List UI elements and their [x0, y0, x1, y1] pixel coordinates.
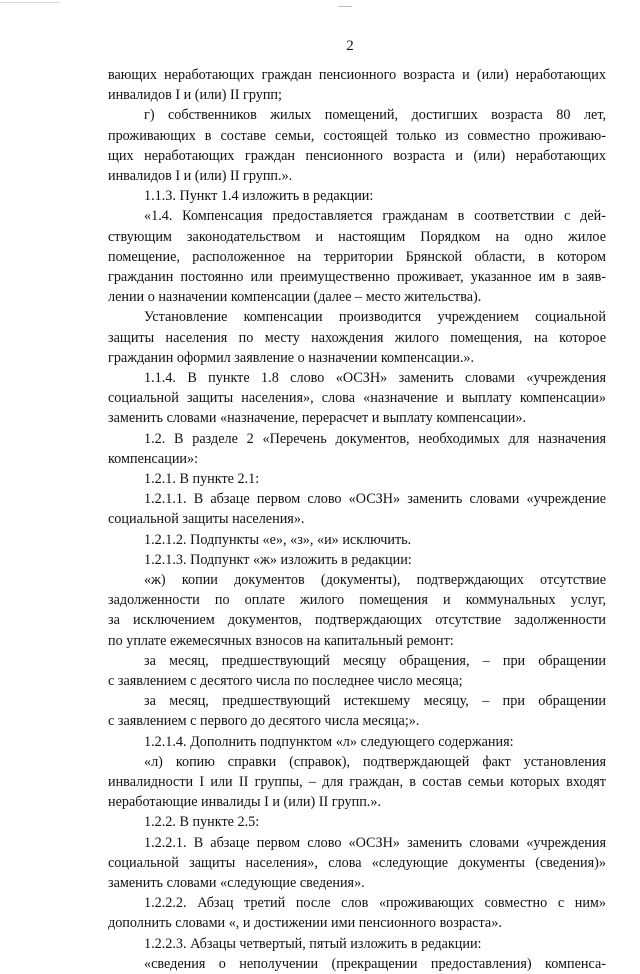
text-line: заменить словами «назначение, перерасчет и выплату компенсации». [108, 410, 527, 427]
text-line: с заявлением с десятого числа по последнее число месяца; [108, 673, 463, 689]
text-line: 1.2.2.2. Абзац третий после слов «проживающих совместно с ним» [144, 895, 606, 912]
text-line: заменить словами «следующие сведения». [108, 875, 365, 891]
scan-mark [338, 6, 352, 7]
text-line: помещение, расположенное на территории Брянской области, в котором [108, 248, 606, 265]
text-line: 1.2.1.4. Дополнить подпунктом «л» следующего содержания: [144, 733, 514, 750]
text-line: г) собственников жилых помещений, достигших возраста 80 лет, [144, 107, 606, 124]
text-line: вающих неработающих граждан пенсионного возраста и (или) неработающих [108, 67, 606, 83]
scan-edge-line [0, 2, 60, 3]
text-line: «л) копию справки (справок), подтверждающей факт установления [144, 753, 606, 770]
text-line: за месяц, предшествующий истекшему месяцу, – при обращении [144, 693, 606, 710]
text-line: социальной защиты населения», слова «назначение и выплату компенсации» [108, 390, 606, 407]
text-line: задолженности по оплате жилого помещения и коммунальных услуг, [108, 592, 606, 609]
text-line: 1.2.1.2. Подпункты «е», «з», «и» исключить. [144, 531, 412, 548]
text-line: за исключением документов, подтверждающих отсутствие задолженности [108, 612, 606, 629]
text-line: гражданин постоянно или преимущественно проживает, указанное им в заяв- [108, 269, 606, 285]
text-line: Установление компенсации производится учреждением социальной [144, 309, 606, 326]
text-line: с заявлением с первого до десятого числа месяца;». [108, 713, 420, 730]
text-line: 1.1.4. В пункте 1.8 слово «ОСЗН» заменить словами «учреждения [144, 370, 606, 386]
text-line: 1.2. В разделе 2 «Перечень документов, необходимых для назначения [144, 430, 606, 447]
text-line: инвалидов I и (или) II групп.». [108, 168, 293, 184]
text-line: инвалидности I или II группы, – для граждан, в состав семьи которых входят [108, 774, 606, 790]
text-line: социальной защиты населения», слова «следующие документы (сведения)» [108, 854, 606, 871]
text-line: гражданин оформил заявление о назначении компенсации.». [108, 349, 475, 366]
text-line: социальной защиты населения». [108, 511, 305, 528]
text-line: ствующим законодательством и настоящим Порядком на одно жилое [108, 228, 606, 245]
text-line: 1.2.1.3. Подпункт «ж» изложить в редакции: [144, 551, 412, 568]
text-line: 1.2.2. В пункте 2.5: [144, 814, 260, 831]
text-line: компенсации»: [108, 450, 199, 467]
text-line: 1.2.2.1. В абзаце первом слово «ОСЗН» заменить словами «учреждения [144, 834, 606, 851]
text-line: проживающих в составе семьи, состоящей только из совместно проживаю- [108, 127, 606, 144]
text-line: инвалидов I и (или) II групп; [108, 87, 282, 104]
text-line: «1.4. Компенсация предоставляется гражданам в соответствии с дей- [144, 208, 606, 225]
text-line: щих неработающих граждан пенсионного возраста и (или) неработающих [108, 147, 606, 164]
text-line: по уплате ежемесячных взносов на капитальный ремонт: [108, 632, 454, 649]
text-line: 1.1.3. Пункт 1.4 изложить в редакции: [144, 188, 374, 205]
text-line: 1.2.2.3. Абзацы четвертый, пятый изложить в редакции: [144, 935, 482, 952]
text-line: неработающие инвалиды I и (или) II групп.». [108, 794, 381, 811]
text-line: дополнить словами «, и достижении ими пенсионного возраста». [108, 915, 502, 932]
text-line: защиты населения по месту нахождения жилого помещения, на которое [108, 329, 606, 346]
text-line: 1.2.1.1. В абзаце первом слово «ОСЗН» заменить словами «учреждение [144, 491, 606, 508]
text-line: 1.2.1. В пункте 2.1: [144, 471, 260, 487]
text-line: лении о назначении компенсации (далее – место жительства). [108, 289, 482, 306]
text-line: «ж) копии документов (документы), подтверждающих отсутствие [144, 572, 606, 588]
page-number: 2 [346, 38, 354, 54]
text-line: «сведения о неполучении (прекращении предоставления) компенса- [144, 955, 606, 972]
text-line: за месяц, предшествующий месяцу обращения, – при обращении [144, 652, 606, 669]
